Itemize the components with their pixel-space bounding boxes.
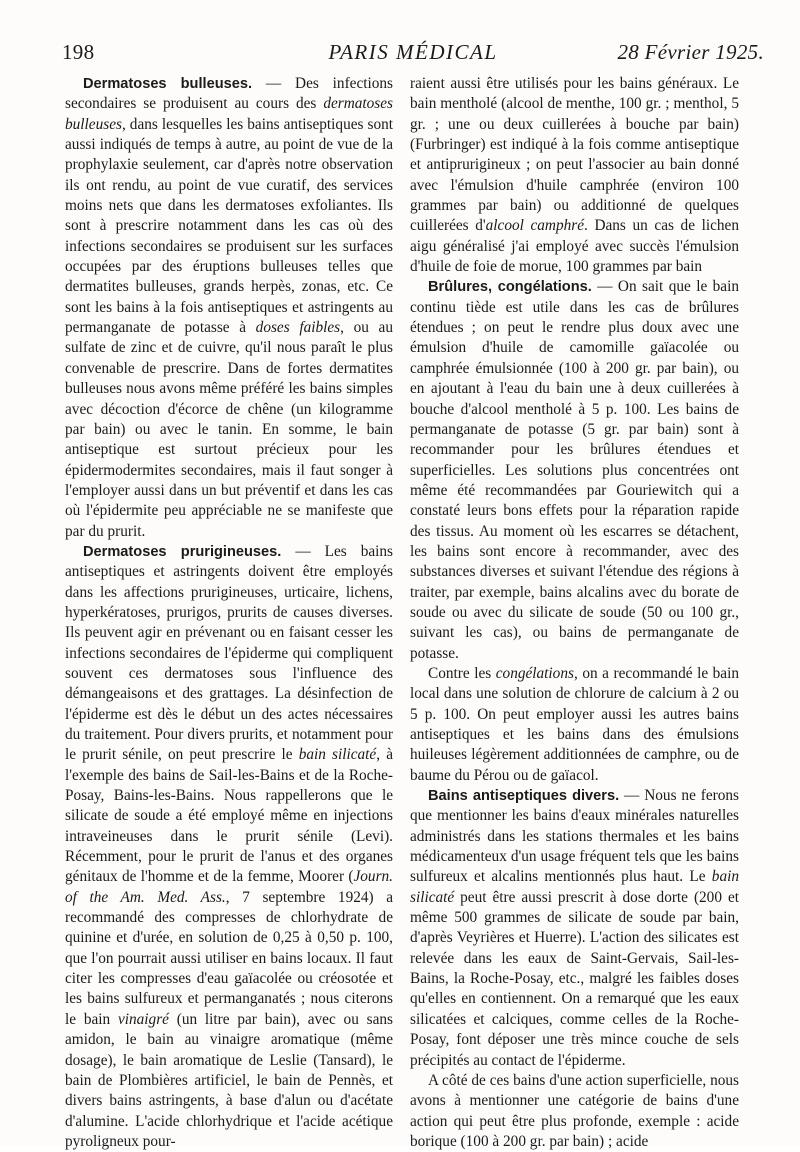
running-header [62, 40, 764, 70]
section-paragraph [410, 786, 739, 1071]
text-run: . Dans un cas de lichen aigu généralisé j'ai employé avec succès l'émulsion d'huile de foie de morue, 100 grammes par bain [410, 217, 739, 276]
text-run: — On sait que le bain continu tiède est utile dans les cas de brûlures étendues ; on peut le rendre plus doux avec une émulsion d'huile de camomille gaïacolée ou camphrée émulsionnée (100 à 200 gr. par bain), ou en ajoutant à l'eau du bain une à deux cuillerées à bouche d'alcool mentholé à 5 p. 100. Les bains de permanganate de potasse (5 gr. par bain) sont à recommander pour les brûlures étendues et superficielles. Les solutions plus concentrées ont même été recommandées par Gouriewitch qui a constaté leurs bons effets pour la réparation rapide des tissus. Au moment où les escarres se détachent, les bains sont encore à recommander, avec des substances diverses et suivant l'étendue des régions à traiter, par exemple, bains alcalins avec du borate de soude ou avec du silicate de soude (50 ou 100 gr., suivant les cas), ou bains de permanganate de potasse. [410, 278, 739, 662]
section-heading: Bains antiseptiques divers. [428, 788, 620, 805]
section-heading: Dermatoses bulleuses. [83, 76, 253, 92]
text-run: Contre les [428, 664, 496, 682]
left-column [65, 74, 393, 1152]
text-run: A côté de ces bains d'une action superficielle, nous avons à mentionner une catégorie de bains d'une action qui peut être plus profonde, exemple : acide borique (100 à 200 gr. par bain) ; acide [410, 1071, 739, 1150]
body-paragraph [410, 1071, 739, 1152]
text-run: raient aussi être utilisés pour les bains généraux. Le bain mentholé (alcool de menthe, 100 gr. ; menthol, 5 gr. ; une ou deux cuillerées à bouche par bain) (Furbringer) est indiqué à la fois comme antiseptique et antiprurigineux ; on peut l'associer au bain donné avec l'émulsion d'huile camphrée (environ 100 grammes par bain) ou additionné de quelques cuillerées d' [410, 75, 739, 235]
italic-term: dermatoses bulleuses [65, 95, 393, 133]
italic-term: alcool camphré [485, 217, 584, 235]
italic-term: doses faibles [255, 319, 341, 337]
text-run: , 7 septembre 1924) a recommandé des compresses de chlorhydrate de quinine et d'urée, en solution de 0,25 à 0,50 p. 100, que l'on pourrait aussi utiliser en bains locaux. Il faut citer les compresses d'eau gaïacolée ou créosotée et les bains sulfureux et permanganatés ; nous citerons le bain [65, 888, 394, 1028]
section-paragraph [65, 542, 393, 1152]
text-run: , on a recommandé le bain local dans une solution de chlorure de calcium à 2 ou 5 p. 100. On peut employer aussi les autres bains antiseptiques et les bains dans des émulsions huileuses légèrement additionnées de camphre, ou de baume du Pérou ou de gaïacol. [410, 664, 739, 784]
text-run: (un litre par bain), avec ou sans amidon, le bain au vinaigre aromatique (même dosage), le bain aromatique de Leslie (Tansard), le bain de Plombières artificiel, le bain de Pennès, et divers bains astringents, à base d'alun ou d'acétate d'alumine. L'acide chlorhydrique et l'acide acétique pyroligneux pour- [65, 1010, 393, 1150]
issue-date: 28 Février 1925. [617, 40, 764, 64]
page-number: 198 [62, 40, 95, 64]
italic-term: Journ. of the Am. Med. Ass. [65, 868, 393, 906]
right-column [410, 74, 739, 1152]
body-paragraph [410, 74, 739, 277]
section-heading: Brûlures, congélations. [428, 279, 592, 296]
journal-title: PARIS MÉDICAL [328, 40, 498, 64]
italic-term: bain silicaté [410, 868, 739, 906]
section-paragraph [65, 74, 393, 542]
section-paragraph [410, 277, 739, 664]
section-heading: Dermatoses prurigineuses. [83, 543, 282, 560]
italic-term: congélations [495, 664, 574, 682]
italic-term: vinaigré [117, 1010, 169, 1028]
text-run: peut être aussi prescrit à dose dorte (200 et même 500 grammes de silicate de soude par bain, d'après Veyrières et Huerre). L'action des silicates est relevée dans les eaux de Saint-Gervais, Sail-les-Bains, la Roche-Posay, etc., malgré les faibles doses qu'elles en contiennent. On a remarqué que les eaux silicatées et calciques, comme celles de la Roche-Posay, font déposer une très mince couche de sels précipités au contact de l'épiderme. [410, 888, 739, 1069]
text-run: — Les bains antiseptiques et astringents doivent être employés dans les affections prurigineuses, urticaire, lichens, hyperkératoses, prurigos, prurits de causes diverses. Ils peuvent agir en prévenant ou en faisant cesser les infections secondaires de l'épiderme qui compliquent souvent ces dermatoses sous l'influence des démangeaisons et des grattages. La désinfection de l'épiderme est dès le début un des actes nécessaires du traitement. Pour divers prurits, et notamment pour le prurit sénile, on peut prescrire le [65, 542, 393, 764]
italic-term: bain silicaté [298, 746, 377, 764]
text-run: , dans lesquelles les bains antiseptiques sont aussi indiqués de temps à autre, au point de vue de la prophylaxie seulement, car d'après notre observation ils ont rendu, au point de vue curatif, des services moins nets que dans les dermatoses exfoliantes. Ils sont à prescrire notamment dans les cas où des infections secondaires se produisent sur les surfaces occupées par des éruptions bulleuses telles que dermatites bulleuses, grands herpès, zonas, etc. Ce sont les bains à la fois antiseptiques et astringents au permanganate de potasse à [65, 115, 393, 337]
text-run: , ou au sulfate de zinc et de cuivre, qu'il nous paraît le plus convenable de prescrire. Dans de fortes dermatites bulleuses nous avons même préféré les bains simples avec décoction d'écorce de chêne (un kilogramme par bain) ou avec le tanin. En somme, le bain antiseptique est surtout précieux pour les épidermodermites secondaires, mais il faut songer à l'employer aussi dans un but préventif et dans les cas où l'épidermite peu appréciable ne se manifeste que par du prurit. [65, 319, 393, 540]
text-run: , à l'exemple des bains de Sail-les-Bains et de la Roche-Posay, Bains-les-Bains. Nous rappellerons que le silicate de soude a été employé même en injections intraveineuses dans le prurit sénile (Levi). Récemment, pour le prurit de l'anus et des organes génitaux de l'homme et de la femme, Moorer ( [65, 746, 393, 886]
text-run: — Des infections secondaires se produisent au cours des [65, 75, 393, 113]
body-paragraph [410, 664, 739, 786]
text-run: — Nous ne ferons que mentionner les bains d'eaux minérales naturelles administrés dans les stations thermales et les bains médicamenteux d'un usage fréquent tels que les bains sulfureux et alcalins mentionnés plus haut. Le [410, 787, 739, 886]
